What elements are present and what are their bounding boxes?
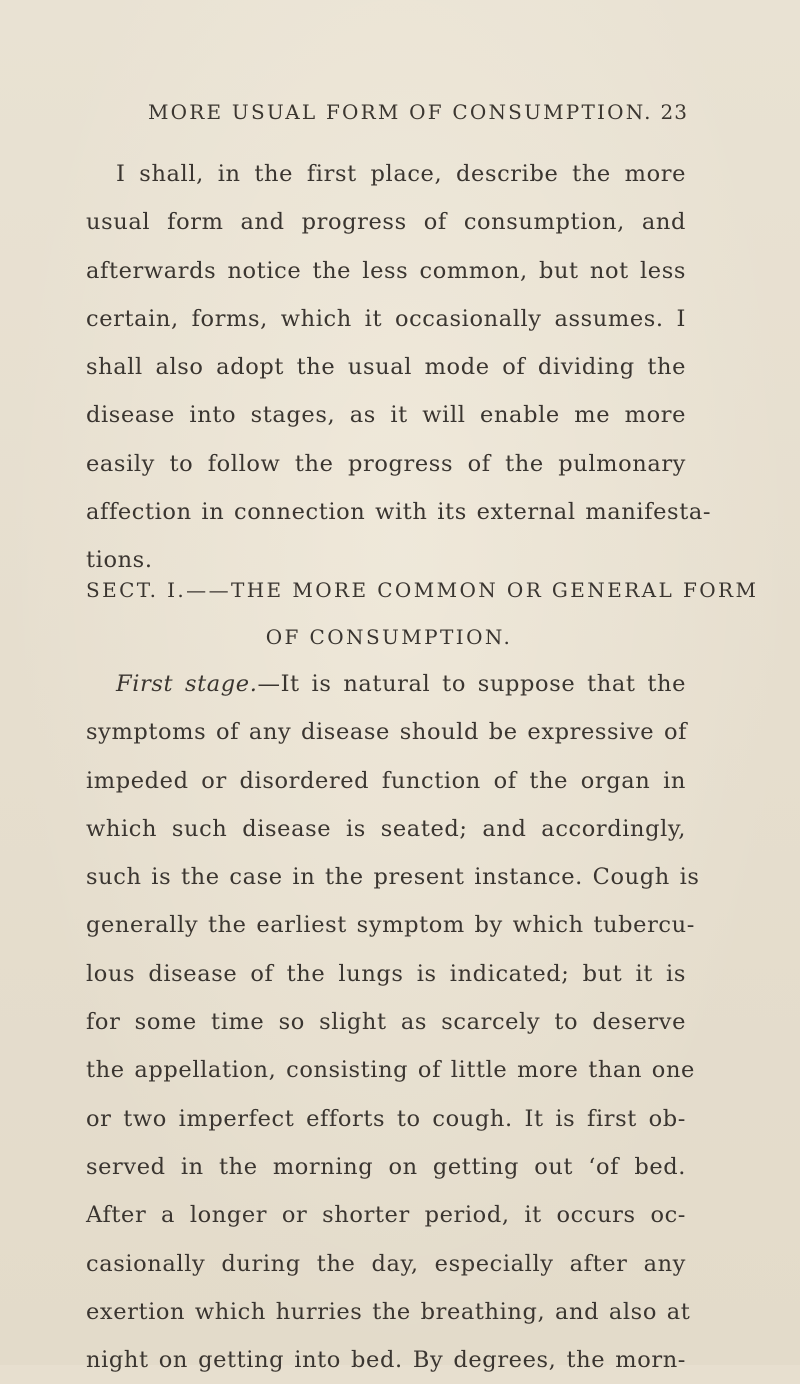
- text-line: generally the earliest symptom by which tubercu-: [86, 912, 695, 939]
- text-line: casionally during the day, especially after any: [86, 1250, 686, 1277]
- paragraph-first-stage: [86, 660, 700, 1384]
- running-title: MORE USUAL FORM OF CONSUMPTION.: [148, 100, 653, 124]
- section-heading-line-2: OF CONSUMPTION.: [265, 625, 513, 649]
- text-line: such is the case in the present instance. Cough is: [86, 864, 700, 891]
- text-line: night on getting into bed. By degrees, the morn-: [86, 1347, 686, 1374]
- stage-label: First stage.: [116, 671, 258, 697]
- section-heading: [86, 567, 759, 661]
- lead-text: —It is natural to suppose that the: [257, 671, 686, 697]
- text-line: or two imperfect efforts to cough. It is first ob-: [86, 1105, 686, 1132]
- text-line: impeded or disordered function of the organ in: [86, 767, 686, 794]
- text-line: the appellation, consisting of little more than one: [86, 1057, 695, 1084]
- section-heading-line-1: SECT. I.——THE MORE COMMON OR GENERAL FORM: [86, 578, 759, 602]
- text-line: disease into stages, as it will enable me more: [86, 402, 686, 429]
- text-line: served in the morning on getting out ‘of bed.: [86, 1153, 686, 1180]
- text-line: usual form and progress of consumption, and: [86, 209, 686, 236]
- text-line: certain, forms, which it occasionally assumes. I: [86, 305, 686, 332]
- paragraph-intro: [86, 150, 712, 585]
- text-line: for some time so slight as scarcely to deserve: [86, 1009, 686, 1036]
- text-line: After a longer or shorter period, it occurs oc-: [86, 1202, 686, 1229]
- text-line: lous disease of the lungs is indicated; but it is: [86, 960, 686, 987]
- text-line: easily to follow the progress of the pulmonary: [86, 450, 686, 477]
- page-number: 23: [660, 100, 688, 124]
- text-line: tions.: [86, 547, 153, 574]
- text-line: symptoms of any disease should be expressive of: [86, 719, 688, 746]
- text-line: afterwards notice the less common, but not less: [86, 257, 686, 284]
- text-line: shall also adopt the usual mode of dividing the: [86, 354, 686, 381]
- text-line-lead: [86, 660, 686, 708]
- text-line: affection in connection with its external manifesta-: [86, 499, 712, 526]
- text-line: which such disease is seated; and accordingly,: [86, 815, 686, 842]
- text-line: I shall, in the first place, describe the more: [116, 161, 686, 187]
- text-line: exertion which hurries the breathing, and also at: [86, 1298, 691, 1325]
- running-header: [148, 100, 688, 124]
